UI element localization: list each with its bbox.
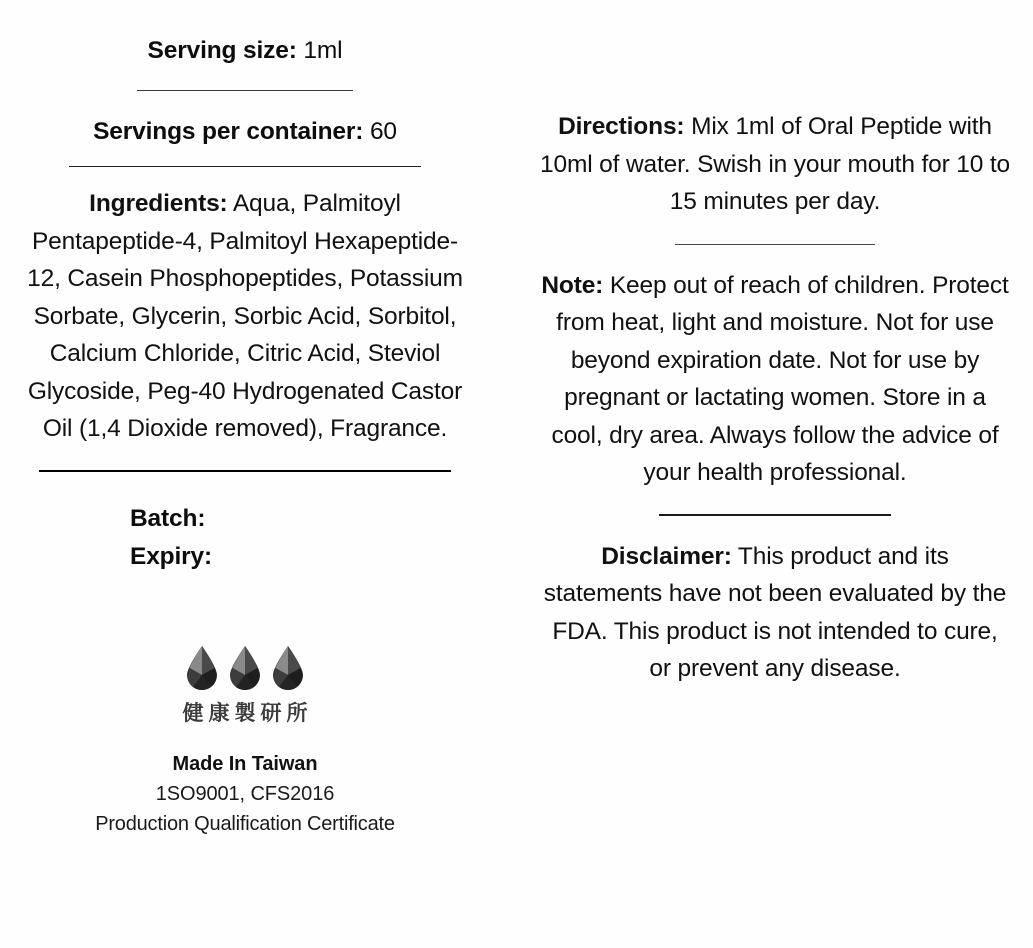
spacer <box>20 91 470 113</box>
right-column <box>540 108 1010 688</box>
spacer <box>540 516 1010 538</box>
batch-label: Batch: <box>130 504 206 532</box>
water-drop-icon <box>271 645 305 690</box>
note-paragraph <box>540 267 1010 492</box>
spacer <box>20 167 470 185</box>
ingredients-paragraph <box>20 185 470 448</box>
water-drop-icon <box>185 645 219 690</box>
droplet-group <box>20 640 470 690</box>
serving-size-label: Serving size: <box>147 37 297 64</box>
water-drop-icon <box>228 645 262 690</box>
spacer <box>540 245 1010 267</box>
brand-name-cjk: 健康製研所 <box>182 699 313 725</box>
expiry-label: Expiry: <box>130 542 213 570</box>
made-in-text: Made In Taiwan <box>172 752 318 775</box>
ingredients-label: Ingredients: <box>89 190 228 217</box>
divider-under-ingredients <box>39 470 451 472</box>
servings-per-container-line <box>20 113 470 151</box>
directions-value: Mix 1ml of Oral Peptide with 10ml of water. Swish in your mouth for 10 to 15 minutes per day. <box>540 113 1011 215</box>
serving-size-line <box>20 32 470 70</box>
ingredients-value: Aqua, Palmitoyl Pentapeptide-4, Palmitoyl Hexapeptide-12, Casein Phosphopeptides, Potassium Sorbate, Glycerin, Sorbic Acid, Sorbitol, Calcium Chloride, Citric Acid, Steviol Glycoside, Peg-40 Hydrogenated Castor Oil (1,4 Dioxide removed), Fragrance. <box>27 190 463 442</box>
note-value: Keep out of reach of children. Protect from heat, light and moisture. Not for use beyond expiration date. Not for use by pregnant or lactating women. Store in a cool, dry area. Always follow the advice of your health professional. <box>551 271 1009 486</box>
certificate-text: Production Qualification Certificate <box>95 812 395 835</box>
directions-label: Directions: <box>558 113 685 140</box>
brand-logo <box>20 640 470 727</box>
disclaimer-value: This product and its statements have not been evaluated by the FDA. This product is not intended to cure, or prevent any disease. <box>543 542 1007 682</box>
disclaimer-label: Disclaimer: <box>601 542 732 570</box>
servings-per-container-label: Servings per container: <box>93 117 364 145</box>
disclaimer-paragraph <box>540 538 1010 688</box>
certification-codes: 1SO9001, CFS2016 <box>155 782 335 805</box>
directions-paragraph <box>540 108 1010 221</box>
servings-per-container-value: 60 <box>363 117 397 145</box>
note-label: Note: <box>541 271 604 299</box>
batch-expiry-block <box>20 500 470 576</box>
footer-block <box>20 749 470 839</box>
serving-size-value: 1ml <box>296 37 343 64</box>
left-column <box>20 32 470 839</box>
